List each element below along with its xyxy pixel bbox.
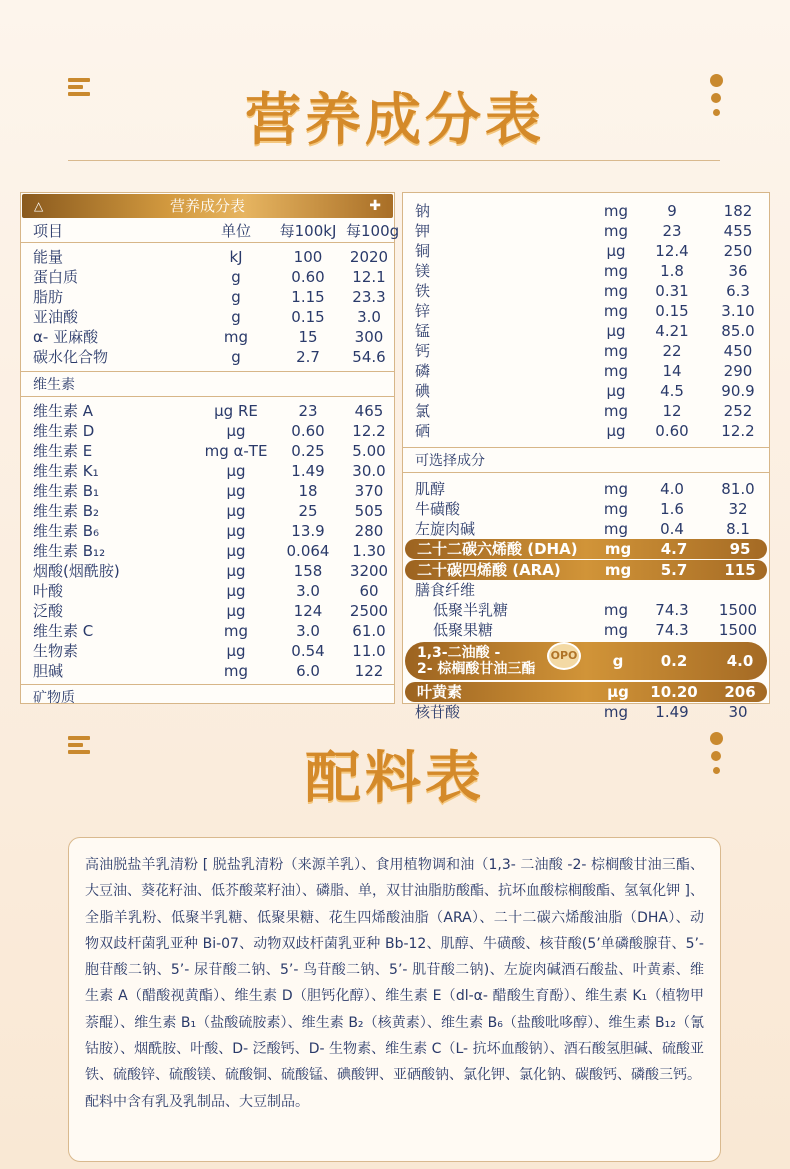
vitamin-row-v2: 370: [354, 482, 384, 500]
mineral-row: [403, 361, 769, 381]
lutein-unit: μg: [607, 683, 629, 701]
vitamin-row-v1: 25: [298, 502, 318, 520]
mineral-row-unit: μg: [606, 382, 626, 400]
nutrition-table-right: [402, 192, 770, 721]
mineral-row: [403, 381, 769, 401]
nucleotide-v2: 30: [728, 703, 748, 721]
mineral-row-v2: 455: [723, 222, 753, 240]
basic-row-v1: 0.60: [291, 268, 325, 286]
divider: [68, 160, 720, 161]
mineral-row-name: 磷: [415, 362, 431, 380]
col-header-unit: 单位: [220, 222, 251, 240]
vitamin-row: [21, 581, 394, 601]
basic-row-v2: 3.0: [357, 308, 381, 326]
table-title-bar: [22, 194, 393, 218]
ara-unit: mg: [604, 561, 632, 579]
vitamin-row-v1: 18: [298, 482, 318, 500]
optional-row-unit: mg: [603, 520, 629, 538]
ara-v2: 115: [724, 561, 756, 579]
mineral-row-unit: mg: [603, 402, 629, 420]
mineral-row-v2: 85.0: [721, 322, 755, 340]
vitamins-label: 维生素: [33, 377, 75, 393]
mineral-row: [403, 421, 769, 441]
opo-name-line2: 2- 棕榈酸甘油三酯: [417, 661, 536, 677]
fiber-row: [403, 600, 769, 620]
vitamin-row-name: 维生素 B₁₂: [33, 542, 106, 560]
vitamin-row-v2: 280: [354, 522, 384, 540]
vitamin-row-name: 生物素: [33, 642, 79, 660]
dots-icon: [709, 74, 723, 116]
mineral-row: [403, 401, 769, 421]
vitamin-row: [21, 661, 394, 681]
optional-row-v2: 8.1: [726, 520, 750, 538]
vitamin-row-v2: 465: [354, 402, 384, 420]
mineral-row-name: 锌: [415, 302, 431, 320]
basic-row-name: 碳水化合物: [33, 348, 109, 366]
ingredients-heading: 配料表: [305, 746, 485, 811]
dha-unit: mg: [604, 540, 632, 558]
mineral-row-v1: 22: [662, 342, 682, 360]
lutein-row: [405, 682, 767, 702]
optional-row-v2: 81.0: [721, 480, 755, 498]
fiber-row-v2: 1500: [718, 621, 758, 639]
nucleotide-unit: mg: [603, 703, 629, 721]
basic-row: [21, 307, 394, 327]
mineral-row-v1: 14: [662, 362, 682, 380]
vitamin-row-v1: 3.0: [296, 622, 320, 640]
mineral-row-v2: 12.2: [721, 422, 755, 440]
fiber-row-v2: 1500: [718, 601, 758, 619]
mineral-row: [403, 281, 769, 301]
vitamin-row-v1: 0.064: [286, 542, 330, 560]
mineral-row: [403, 241, 769, 261]
vitamin-row-unit: μg: [226, 482, 246, 500]
vitamin-row-v2: 12.2: [352, 422, 386, 440]
vitamin-row: [21, 601, 394, 621]
mineral-row: [403, 341, 769, 361]
vitamin-row-unit: mg: [223, 622, 249, 640]
vitamin-row-name: 维生素 C: [33, 622, 94, 640]
basic-row-name: 能量: [33, 248, 64, 266]
lutein-v2: 206: [724, 683, 756, 701]
vitamin-row-unit: μg: [226, 642, 246, 660]
vitamin-row-v2: 30.0: [352, 462, 386, 480]
optional-row-unit: mg: [603, 500, 629, 518]
vitamin-row-v1: 6.0: [296, 662, 320, 680]
mineral-row-name: 镁: [415, 262, 431, 280]
mineral-row: [403, 301, 769, 321]
dots-icon: [709, 732, 723, 774]
table-title: 营养成分表: [169, 197, 245, 215]
fiber-row-unit: mg: [603, 621, 629, 639]
optional-row-name: 牛磺酸: [415, 500, 461, 518]
optional-row-v1: 1.6: [660, 500, 684, 518]
mineral-row-v1: 12: [662, 402, 682, 420]
opo-name: [417, 645, 535, 677]
vitamin-row: [21, 641, 394, 661]
optional-row-name: 左旋肉碱: [415, 520, 476, 538]
vitamin-row: [21, 401, 394, 421]
mineral-row-v2: 252: [723, 402, 753, 420]
mineral-row-v2: 250: [723, 242, 753, 260]
basic-row: [21, 247, 394, 267]
vitamin-row-unit: mg: [223, 662, 249, 680]
vitamin-row-unit: μg: [226, 542, 246, 560]
mineral-row: [403, 201, 769, 221]
vitamin-row: [21, 481, 394, 501]
vitamin-row-unit: μg: [226, 422, 246, 440]
mineral-row-unit: mg: [603, 282, 629, 300]
section-label-minerals: [21, 684, 394, 710]
vitamin-row-unit: μg: [226, 502, 246, 520]
basic-row-name: α- 亚麻酸: [33, 328, 99, 346]
vitamin-row-unit: μg: [226, 462, 246, 480]
mineral-row-v2: 3.10: [721, 302, 755, 320]
optional-row: [403, 519, 769, 539]
nucleotide-row: [403, 702, 769, 722]
vitamin-row-name: 维生素 D: [33, 422, 95, 440]
vitamin-row-name: 维生素 B₁: [33, 482, 100, 500]
ara-v1: 5.7: [660, 561, 688, 579]
vitamin-row-v1: 13.9: [291, 522, 325, 540]
vitamin-row-v1: 1.49: [291, 462, 325, 480]
mineral-row-name: 铁: [415, 282, 431, 300]
vitamin-row-name: 维生素 A: [33, 402, 94, 420]
vitamin-row-v2: 2500: [349, 602, 389, 620]
basic-row: [21, 267, 394, 287]
vitamin-row-unit: mg α-TE: [204, 442, 268, 460]
mineral-row-unit: mg: [603, 362, 629, 380]
mineral-row-v2: 6.3: [726, 282, 750, 300]
mineral-row-name: 钾: [415, 222, 431, 240]
minerals-label: 矿物质: [33, 690, 75, 706]
vitamin-row-v2: 505: [354, 502, 384, 520]
dha-v2: 95: [729, 540, 751, 558]
basic-row: [21, 287, 394, 307]
opo-name-line1: 1,3-二油酸 -: [417, 645, 501, 661]
vitamin-row-unit: μg: [226, 602, 246, 620]
mineral-row-name: 铜: [415, 242, 431, 260]
mineral-row-unit: μg: [606, 242, 626, 260]
mineral-row-unit: μg: [606, 422, 626, 440]
section-label-optional: [403, 447, 769, 473]
basic-row-name: 脂肪: [33, 288, 64, 306]
vitamin-row: [21, 521, 394, 541]
table-header-row: [21, 219, 400, 243]
opo-v1: 0.2: [660, 652, 688, 670]
ara-name: 二十碳四烯酸 (ARA): [417, 561, 561, 579]
col-header-per-kj: 每100kJ: [279, 222, 337, 240]
vitamin-row-name: 维生素 K₁: [33, 462, 99, 480]
fiber-label: 膳食纤维: [415, 581, 476, 599]
basic-row-v1: 1.15: [291, 288, 325, 306]
vitamin-row-name: 泛酸: [33, 602, 64, 620]
vitamin-row: [21, 461, 394, 481]
optional-row-v1: 4.0: [660, 480, 684, 498]
vitamin-row-v2: 5.00: [352, 442, 386, 460]
basic-row-v2: 300: [354, 328, 384, 346]
mineral-row-v1: 23: [662, 222, 682, 240]
optional-label: 可选择成分: [415, 453, 485, 469]
allergen-note: 配料中含有乳及乳制品、大豆制品。: [85, 1093, 309, 1110]
vitamin-row-v2: 60: [359, 582, 379, 600]
vitamin-row: [21, 621, 394, 641]
vitamin-row-v1: 23: [298, 402, 318, 420]
nutrition-section-header: [0, 90, 790, 180]
fiber-row-name: 低聚半乳糖: [433, 601, 509, 619]
basic-row-v1: 100: [293, 248, 323, 266]
nutrition-table-left: [20, 192, 400, 706]
dha-row: [405, 539, 767, 559]
opo-badge: OPO: [547, 642, 581, 670]
nutrition-heading: 营养成分表: [245, 88, 545, 153]
vitamin-row: [21, 561, 394, 581]
ingredients-box: [68, 837, 721, 1162]
dha-v1: 4.7: [660, 540, 688, 558]
basic-row-unit: kJ: [229, 248, 243, 266]
fiber-label-row: [403, 580, 769, 600]
basic-row-v1: 15: [298, 328, 318, 346]
vitamin-row-name: 维生素 B₆: [33, 522, 100, 540]
vitamin-row: [21, 541, 394, 561]
ara-row: [405, 560, 767, 580]
mineral-row-v2: 36: [728, 262, 748, 280]
vitamin-row-v1: 0.25: [291, 442, 325, 460]
basic-row-v2: 54.6: [352, 348, 386, 366]
vitamin-row-unit: μg: [226, 562, 246, 580]
col-header-per-g: 每100g: [346, 222, 400, 240]
mineral-row-name: 氯: [415, 402, 431, 420]
opo-row: [405, 642, 767, 680]
triangle-icon: △: [34, 199, 44, 213]
fiber-row-v1: 74.3: [655, 601, 689, 619]
vitamin-row-unit: μg: [226, 582, 246, 600]
vitamin-row-name: 维生素 E: [33, 442, 93, 460]
opo-v2: 4.0: [726, 652, 754, 670]
mineral-row-v2: 90.9: [721, 382, 755, 400]
mineral-row-v1: 1.8: [660, 262, 684, 280]
vitamin-row-unit: μg RE: [214, 402, 258, 420]
mineral-row-name: 碘: [415, 382, 431, 400]
vitamin-row-v2: 3200: [349, 562, 389, 580]
vitamin-row-name: 维生素 B₂: [33, 502, 100, 520]
basic-row-v2: 2020: [349, 248, 389, 266]
vitamin-row-name: 烟酸(烟酰胺): [33, 562, 120, 580]
vitamin-row-v1: 124: [293, 602, 323, 620]
fiber-row-v1: 74.3: [655, 621, 689, 639]
mineral-row: [403, 261, 769, 281]
basic-row-unit: g: [231, 308, 241, 326]
vitamin-row-unit: μg: [226, 522, 246, 540]
plus-icon: ✚: [369, 198, 381, 214]
vitamin-row-name: 胆碱: [33, 662, 64, 680]
vitamin-row-name: 叶酸: [33, 582, 64, 600]
section-label-vitamins: [21, 371, 394, 397]
mineral-row-unit: mg: [603, 302, 629, 320]
basic-row-v2: 12.1: [352, 268, 386, 286]
vitamin-row: [21, 421, 394, 441]
mineral-row-name: 钠: [415, 202, 431, 220]
vitamin-row: [21, 441, 394, 461]
mineral-row-v1: 4.21: [655, 322, 689, 340]
col-header-item: 项目: [33, 222, 64, 240]
basic-row-v1: 0.15: [291, 308, 325, 326]
optional-row: [403, 479, 769, 499]
opo-unit: g: [612, 652, 624, 670]
mineral-row-unit: mg: [603, 202, 629, 220]
basic-row-v2: 23.3: [352, 288, 386, 306]
vitamin-row-v1: 0.54: [291, 642, 325, 660]
basic-row-v1: 2.7: [296, 348, 320, 366]
vitamin-row-v1: 3.0: [296, 582, 320, 600]
mineral-row-v2: 182: [723, 202, 753, 220]
mineral-row-v1: 4.5: [660, 382, 684, 400]
mineral-row-v2: 290: [723, 362, 753, 380]
mineral-row-v1: 9: [667, 202, 677, 220]
vitamin-row-v2: 11.0: [352, 642, 386, 660]
dha-name: 二十二碳六烯酸 (DHA): [417, 540, 578, 558]
fiber-row: [403, 620, 769, 640]
ingredients-text: 高油脱盐羊乳清粉 [ 脱盐乳清粉（来源羊乳）、食用植物调和油（1,3- 二油酸 -2- 棕榈酸甘油三酯、大豆油、葵花籽油、低芥酸菜籽油）、磷脂、单，双甘油脂肪酸酯、抗坏血酸棕榈酸酯、氢氧化钾 ]、全脂羊乳粉、低聚半乳糖、低聚果糖、花生四烯酸油脂（ARA）、二十二碳六烯酸油脂（DHA）、动物双歧杆菌乳亚种 Bi-07、动物双歧杆菌乳亚种 Bb-12、肌醇、牛磺酸、核苷酸(5’单磷酸腺苷、5’- 胞苷酸二钠、5’- 尿苷酸二钠、5’- 鸟苷酸二钠、5’- 肌苷酸二钠)、左旋肉碱酒石酸盐、叶黄素、维生素 A（醋酸视黄酯）、维生素 D（胆钙化醇）、维生素 E（dl-α- 醋酸生育酚）、维生素 K₁（植物甲萘醌）、维生素 B₁（盐酸硫胺素）、维生素 B₂（核黄素）、维生素 B₆（盐酸吡哆醇）、维生素 B₁₂（氰钴胺）、烟酰胺、叶酸、D- 泛酸钙、D- 生物素、维生素 C（L- 抗坏血酸钠）、酒石酸氢胆碱、硫酸亚铁、硫酸锌、硫酸镁、硫酸铜、硫酸锰、碘酸钾、亚硒酸钠、氯化钾、氯化钠、碳酸钙、磷酸三钙。: [85, 857, 704, 1084]
mineral-row-name: 钙: [415, 342, 431, 360]
lutein-v1: 10.20: [650, 683, 698, 701]
mineral-row-v1: 12.4: [655, 242, 689, 260]
mineral-row-unit: mg: [603, 342, 629, 360]
vitamin-row-v2: 122: [354, 662, 384, 680]
vitamin-row-v2: 1.30: [352, 542, 386, 560]
optional-row: [403, 499, 769, 519]
fiber-row-name: 低聚果糖: [433, 621, 494, 639]
mineral-row-v1: 0.15: [655, 302, 689, 320]
basic-row: [21, 327, 394, 347]
basic-row-unit: g: [231, 288, 241, 306]
basic-row-name: 亚油酸: [33, 308, 79, 326]
nucleotide-v1: 1.49: [655, 703, 689, 721]
mineral-row-v1: 0.31: [655, 282, 689, 300]
basic-row-unit: g: [231, 348, 241, 366]
nucleotide-name: 核苷酸: [415, 703, 461, 721]
mineral-row: [403, 321, 769, 341]
vitamin-row-v1: 0.60: [291, 422, 325, 440]
mineral-row-unit: mg: [603, 262, 629, 280]
mineral-row-v1: 0.60: [655, 422, 689, 440]
mineral-row-v2: 450: [723, 342, 753, 360]
lutein-name: 叶黄素: [417, 683, 463, 701]
basic-row-unit: mg: [223, 328, 249, 346]
mineral-row-name: 硒: [415, 422, 431, 440]
basic-row: [21, 347, 394, 367]
optional-row-name: 肌醇: [415, 480, 446, 498]
optional-row-v2: 32: [728, 500, 748, 518]
mineral-row: [403, 221, 769, 241]
vitamin-row-v1: 158: [293, 562, 323, 580]
basic-row-unit: g: [231, 268, 241, 286]
optional-row-v1: 0.4: [660, 520, 684, 538]
optional-row-unit: mg: [603, 480, 629, 498]
mineral-row-unit: mg: [603, 222, 629, 240]
vitamin-row-v2: 61.0: [352, 622, 386, 640]
vitamin-row: [21, 501, 394, 521]
mineral-row-name: 锰: [415, 322, 431, 340]
fiber-row-unit: mg: [603, 601, 629, 619]
mineral-row-unit: μg: [606, 322, 626, 340]
basic-row-name: 蛋白质: [33, 268, 79, 286]
